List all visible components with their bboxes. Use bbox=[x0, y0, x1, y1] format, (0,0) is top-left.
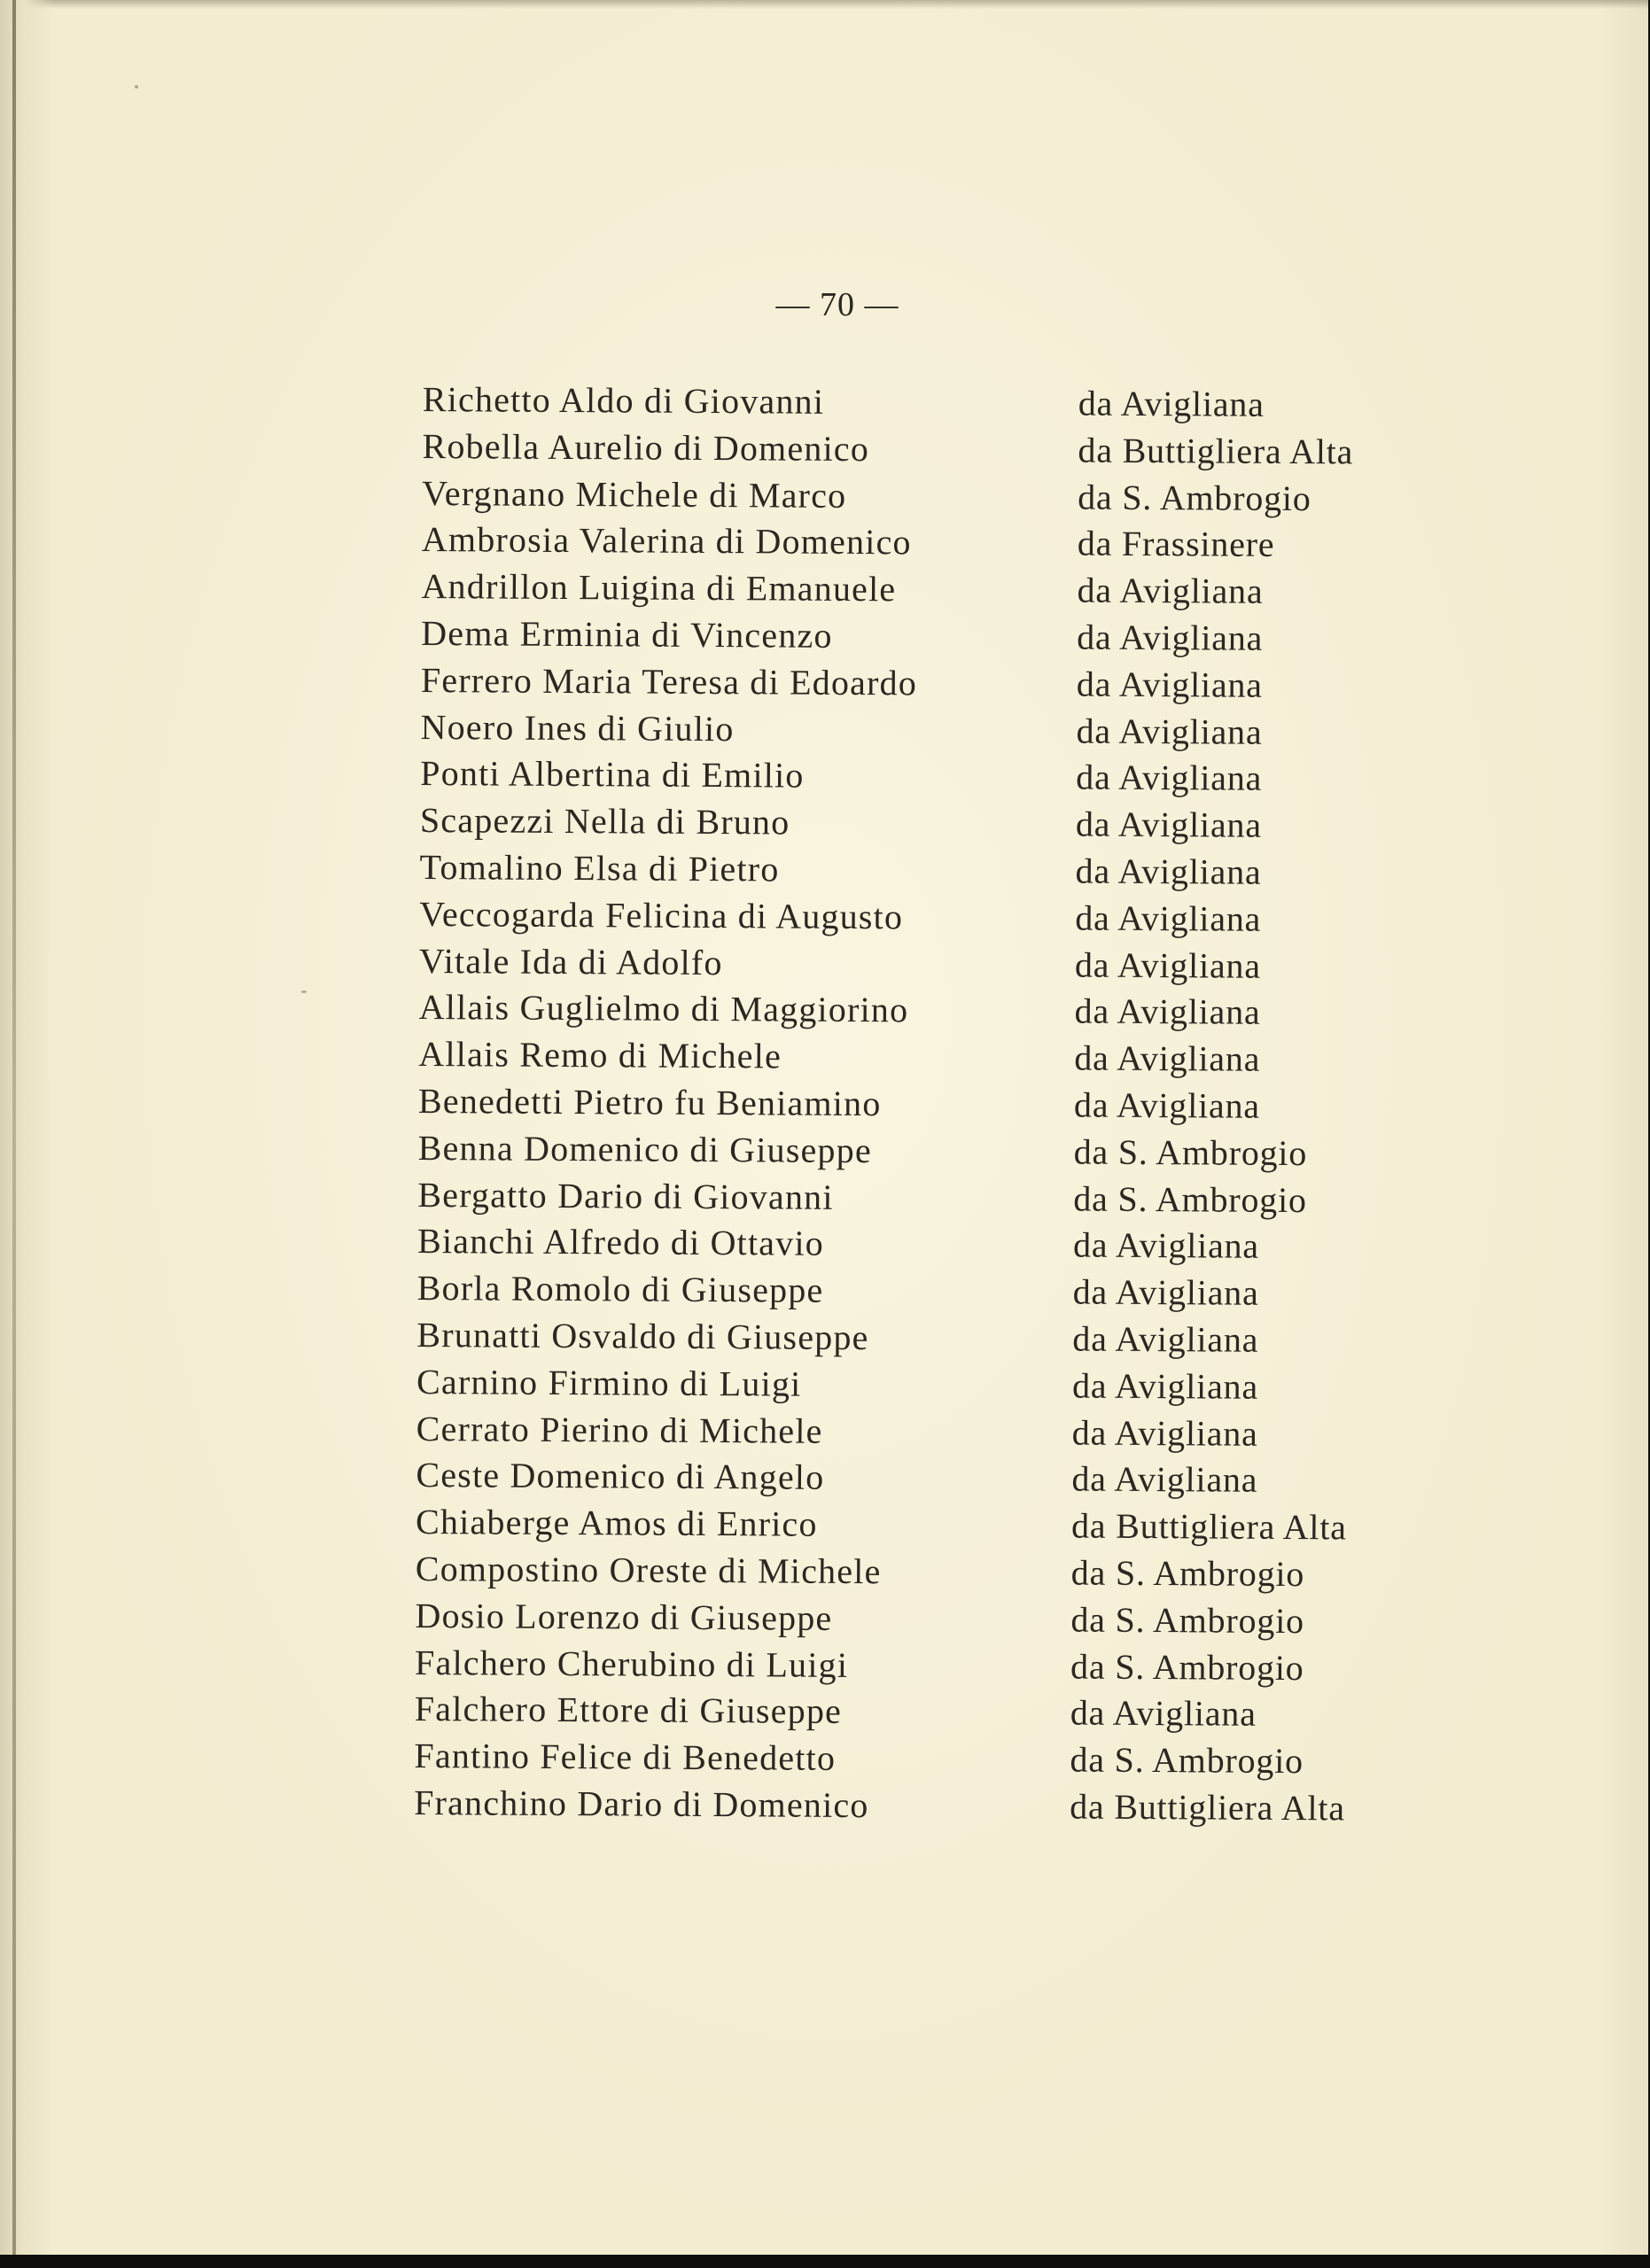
person-name: Robella Aurelio di Domenico bbox=[422, 425, 870, 469]
person-name: Bergatto Dario di Giovanni bbox=[417, 1174, 834, 1217]
place-of-origin: da Avigliana bbox=[1074, 944, 1262, 986]
roster-row bbox=[419, 844, 1483, 897]
roster-row bbox=[418, 1031, 1482, 1084]
binding-edge bbox=[12, 0, 16, 2255]
paper-speck bbox=[135, 85, 138, 89]
place-of-origin: da S. Ambrogio bbox=[1070, 1552, 1305, 1595]
person-name: Andrillon Luigina di Emanuele bbox=[421, 566, 897, 610]
place-of-origin: da S. Ambrogio bbox=[1073, 1131, 1308, 1173]
roster-row bbox=[418, 984, 1482, 1037]
place-of-origin: da Avigliana bbox=[1076, 711, 1263, 752]
place-of-origin: da Avigliana bbox=[1076, 664, 1263, 705]
roster-row bbox=[419, 938, 1483, 991]
place-of-origin: da Avigliana bbox=[1076, 757, 1263, 799]
person-name: Dosio Lorenzo di Giuseppe bbox=[415, 1595, 833, 1638]
person-name: Bianchi Alfredo di Ottavio bbox=[416, 1221, 825, 1264]
name-roster bbox=[414, 377, 1486, 1833]
roster-row bbox=[415, 1593, 1478, 1646]
place-of-origin: da Avigliana bbox=[1072, 1224, 1260, 1267]
place-of-origin: da S. Ambrogio bbox=[1073, 1178, 1307, 1220]
person-name: Benna Domenico di Giuseppe bbox=[417, 1127, 873, 1170]
person-name: Ambrosia Valerina di Domenico bbox=[421, 519, 912, 563]
person-name: Carnino Firmino di Luigi bbox=[416, 1361, 802, 1404]
person-name: Ceste Domenico di Angelo bbox=[416, 1455, 825, 1498]
place-of-origin: da S. Ambrogio bbox=[1070, 1646, 1304, 1688]
person-name: Brunatti Osvaldo di Giuseppe bbox=[416, 1314, 869, 1358]
place-of-origin: da S. Ambrogio bbox=[1070, 1599, 1305, 1641]
person-name: Franchino Dario di Domenico bbox=[414, 1782, 869, 1826]
place-of-origin: da Avigliana bbox=[1075, 850, 1262, 892]
person-name: Compostino Oreste di Michele bbox=[415, 1548, 882, 1592]
person-name: Vitale Ida di Adolfo bbox=[418, 940, 723, 983]
paper-speck bbox=[301, 990, 307, 993]
place-of-origin: da Avigliana bbox=[1074, 1037, 1261, 1079]
person-name: Dema Erminia di Vincenzo bbox=[421, 612, 833, 656]
roster-row bbox=[422, 470, 1485, 524]
place-of-origin: da Avigliana bbox=[1078, 383, 1265, 424]
person-name: Veccogarda Felicina di Augusto bbox=[419, 893, 904, 937]
place-of-origin: da S. Ambrogio bbox=[1078, 477, 1311, 518]
place-of-origin: da Avigliana bbox=[1075, 804, 1262, 845]
roster-row bbox=[420, 797, 1483, 850]
person-name: Cerrato Pierino di Michele bbox=[416, 1408, 823, 1451]
place-of-origin: da Avigliana bbox=[1074, 990, 1261, 1033]
person-name: Fantino Felice di Benedetto bbox=[414, 1736, 837, 1778]
roster-row bbox=[421, 657, 1484, 711]
place-of-origin: da Avigliana bbox=[1077, 570, 1264, 611]
person-name: Falchero Cherubino di Luigi bbox=[414, 1642, 849, 1685]
roster-row bbox=[422, 423, 1485, 477]
person-name: Vergnano Michele di Marco bbox=[422, 472, 847, 516]
place-of-origin: da Buttigliera Alta bbox=[1070, 1786, 1345, 1829]
roster-row bbox=[416, 1406, 1480, 1459]
place-of-origin: da Avigliana bbox=[1077, 617, 1264, 658]
person-name: Ferrero Maria Teresa di Edoardo bbox=[420, 659, 918, 703]
person-name: Richetto Aldo di Giovanni bbox=[422, 378, 825, 422]
person-name: Tomalino Elsa di Pietro bbox=[419, 846, 780, 889]
roster-row bbox=[416, 1312, 1480, 1365]
place-of-origin: da Avigliana bbox=[1071, 1412, 1258, 1454]
place-of-origin: da Avigliana bbox=[1070, 1692, 1257, 1735]
roster-row bbox=[416, 1359, 1480, 1412]
roster-row bbox=[420, 704, 1483, 757]
person-name: Borla Romolo di Giuseppe bbox=[416, 1268, 824, 1310]
place-of-origin: da Frassinere bbox=[1077, 523, 1275, 565]
roster-row bbox=[418, 1125, 1482, 1178]
roster-row bbox=[414, 1780, 1477, 1833]
place-of-origin: da Avigliana bbox=[1071, 1365, 1259, 1407]
roster-row bbox=[420, 750, 1483, 804]
roster-row bbox=[421, 610, 1484, 664]
roster-row bbox=[416, 1499, 1479, 1552]
place-of-origin: da Avigliana bbox=[1072, 1271, 1259, 1313]
roster-row bbox=[417, 1218, 1481, 1271]
person-name: Chiaberge Amos di Enrico bbox=[415, 1502, 818, 1544]
roster-row bbox=[423, 377, 1486, 430]
page-top-edge bbox=[0, 0, 1648, 9]
person-name: Scapezzi Nella di Bruno bbox=[419, 800, 790, 843]
roster-row bbox=[421, 563, 1484, 617]
page-number: — 70 — bbox=[775, 286, 899, 323]
place-of-origin: da Avigliana bbox=[1072, 1318, 1259, 1360]
place-of-origin: da Avigliana bbox=[1071, 1458, 1258, 1501]
roster-row bbox=[419, 891, 1483, 944]
page-gutter-shadow bbox=[0, 0, 53, 2255]
person-name: Ponti Albertina di Emilio bbox=[420, 753, 805, 796]
place-of-origin: da Buttigliera Alta bbox=[1078, 430, 1354, 472]
person-name: Allais Remo di Michele bbox=[418, 1034, 782, 1076]
person-name: Falchero Ettore di Giuseppe bbox=[414, 1689, 843, 1732]
roster-row bbox=[414, 1733, 1477, 1786]
place-of-origin: da Avigliana bbox=[1073, 1084, 1261, 1126]
roster-row bbox=[415, 1686, 1478, 1739]
person-name: Benedetti Pietro fu Beniamino bbox=[417, 1080, 882, 1124]
place-of-origin: da Buttigliera Alta bbox=[1070, 1505, 1347, 1548]
person-name: Allais Guglielmo di Maggiorino bbox=[418, 987, 909, 1030]
roster-row bbox=[417, 1265, 1481, 1318]
roster-row bbox=[417, 1172, 1481, 1225]
roster-row bbox=[415, 1639, 1478, 1692]
place-of-origin: da Avigliana bbox=[1075, 897, 1262, 939]
roster-row bbox=[416, 1452, 1479, 1505]
roster-row bbox=[418, 1078, 1482, 1131]
roster-row bbox=[416, 1546, 1479, 1599]
person-name: Noero Ines di Giulio bbox=[420, 706, 735, 749]
place-of-origin: da S. Ambrogio bbox=[1070, 1739, 1304, 1782]
roster-row bbox=[422, 517, 1485, 570]
